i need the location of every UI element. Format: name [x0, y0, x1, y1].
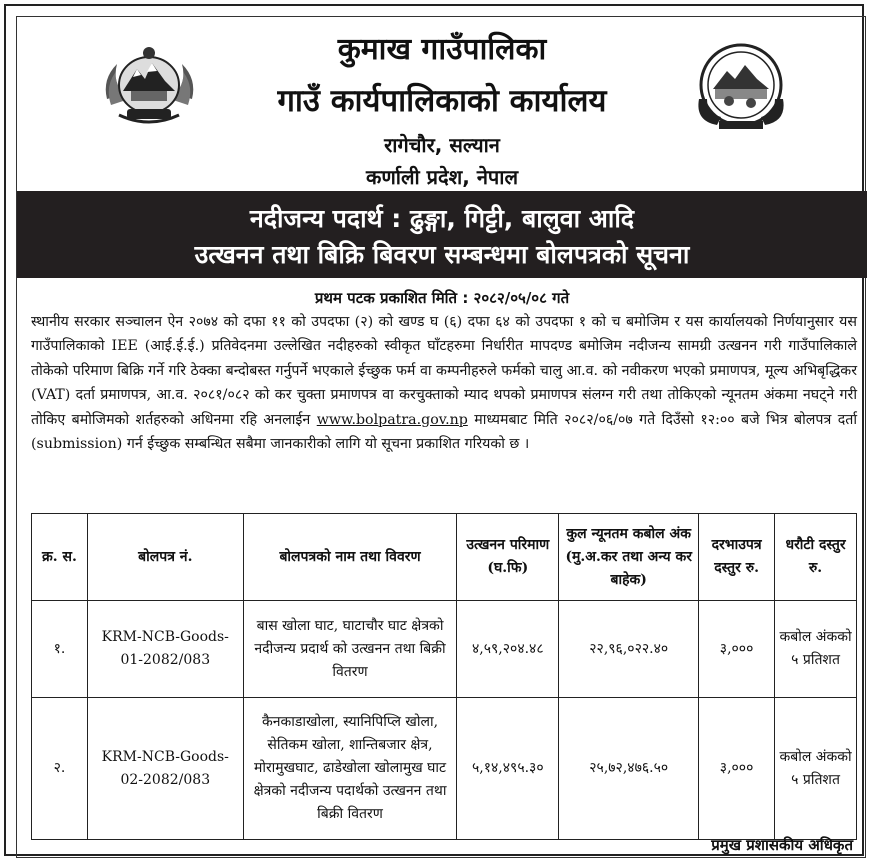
cell-sn: १.	[32, 601, 88, 698]
notice-title-banner	[17, 191, 867, 278]
cell-fee: ३,०००	[699, 698, 775, 840]
header-sn: क्र. स.	[32, 514, 88, 601]
header-bid-no: बोलपत्र नं.	[87, 514, 243, 601]
notice-body	[31, 310, 857, 456]
bolpatra-link[interactable]: www.bolpatra.gov.np	[316, 411, 468, 428]
table-row	[32, 698, 857, 840]
header-description: बोलपत्रको नाम तथा विवरण	[243, 514, 457, 601]
office-location: रागेचौर, सल्यान	[384, 133, 500, 157]
table-row	[32, 601, 857, 698]
bid-table	[31, 513, 857, 840]
table-header-row	[32, 514, 857, 601]
cell-min-bid: २५,७२,४७६.५०	[559, 698, 699, 840]
cell-description: कैनकाडाखोला, स्यानिपिप्लि खोला, सेतिकम खोला, शान्तिबजार क्षेत्र, मोरामुखघाट, ढाडेखोला खोलामुख घाट क्षेत्रको नदीजन्य पदार्थको उत्खनन तथा बिक्री वितरण	[243, 698, 457, 840]
publication-date: प्रथम पटक प्रकाशित मिति : २०८२/०५/०८ गते	[314, 289, 570, 307]
header-quantity: उत्खनन परिमाण (घ.फि)	[457, 514, 559, 601]
notice-title-line2: उत्खनन तथा बिक्रि बिवरण सम्बन्धमा बोलपत्रको सूचना	[194, 240, 690, 269]
notice-title-line1: नदीजन्य पदार्थ : ढुङ्गा, गिट्टी, बालुवा आदि	[249, 204, 635, 233]
notice-body-text-cont: माध्यमबाट मिति २०८२/०६/०७ गते दिउँसो १२:०० बजे भित्र बोलपत्र दर्ता (submission) गर्न ईच्छुक सम्बन्धित सबैमा जानकारीको लागि यो सूचना प्रकाशित गरियको छ ।	[31, 411, 858, 453]
header-min-bid: कुल न्यूनतम कबोल अंक (मु.अ.कर तथा अन्य कर बाहेक)	[559, 514, 699, 601]
office-name: गाउँ कार्यपालिकाको कार्यालय	[277, 83, 607, 119]
municipality-name: कुमाख गाउँपालिका	[337, 32, 547, 67]
cell-bid-no: KRM-NCB-Goods-02-2082/083	[87, 698, 243, 840]
cell-quantity: ५,१४,४९५.३०	[457, 698, 559, 840]
cell-deposit: कबोल अंकको ५ प्रतिशत	[775, 601, 857, 698]
header-fee: दरभाउपत्र दस्तुर रु.	[699, 514, 775, 601]
cell-quantity: ४,५९,२०४.४८	[457, 601, 559, 698]
signatory-title: प्रमुख प्रशासकीय अधिकृत	[711, 836, 853, 854]
cell-bid-no: KRM-NCB-Goods-01-2082/083	[87, 601, 243, 698]
letterhead	[17, 17, 867, 192]
cell-description: बास खोला घाट, घाटाचौर घाट क्षेत्रको नदीजन्य प्रदार्थ को उत्खनन तथा बिक्री वितरण	[243, 601, 457, 698]
notice-body-text: स्थानीय सरकार सञ्चालन ऐन २०७४ को दफा ११ को उपदफा (२) को खण्ड घ (६) दफा ६४ को उपदफा १ को च बमोजिम र यस कार्यालयको निर्णयानुसार यस गाउँपालिकाको IEE (आई.ई.ई.) प्रतिवेदनमा उल्लेखित नदीहरुको स्वीकृत घाँटहरुमा निर्धारीत मापदण्ड बमोजिम नदीजन्य सामग्री उत्खनन गरी गाउँपालिकाले तोकेको परिमाण बिक्रि गर्ने गरि ठेक्का बन्दोबस्त गर्नुपर्ने भएकाले ईच्छुक फर्म वा कम्पनीहरुले फर्मको चालु आ.व. को नवीकरण भएको प्रमाणपत्र, मूल्य अभिबृद्धिकर (VAT) दर्ता प्रमाणपत्र, आ.व. २०८१/०८२ को कर चुक्ता प्रमाणपत्र वा करचुक्ताको म्याद थपको प्रमाणपत्र संलग्न गरी तथा तोकिएको न्यूनतम अंकमा नघट्ने गरी तोकिए बमोजिमको शर्तहरुको अधिनमा रहि अनलाईन	[31, 314, 857, 428]
cell-sn: २.	[32, 698, 88, 840]
notice-inner-border	[16, 16, 866, 858]
cell-min-bid: २२,९६,०२२.४०	[559, 601, 699, 698]
notice-outer-border	[4, 4, 864, 856]
header-deposit: धरौटी दस्तुर रु.	[775, 514, 857, 601]
cell-deposit: कबोल अंकको ५ प्रतिशत	[775, 698, 857, 840]
office-province: कर्णाली प्रदेश, नेपाल	[365, 165, 519, 189]
cell-fee: ३,०००	[699, 601, 775, 698]
